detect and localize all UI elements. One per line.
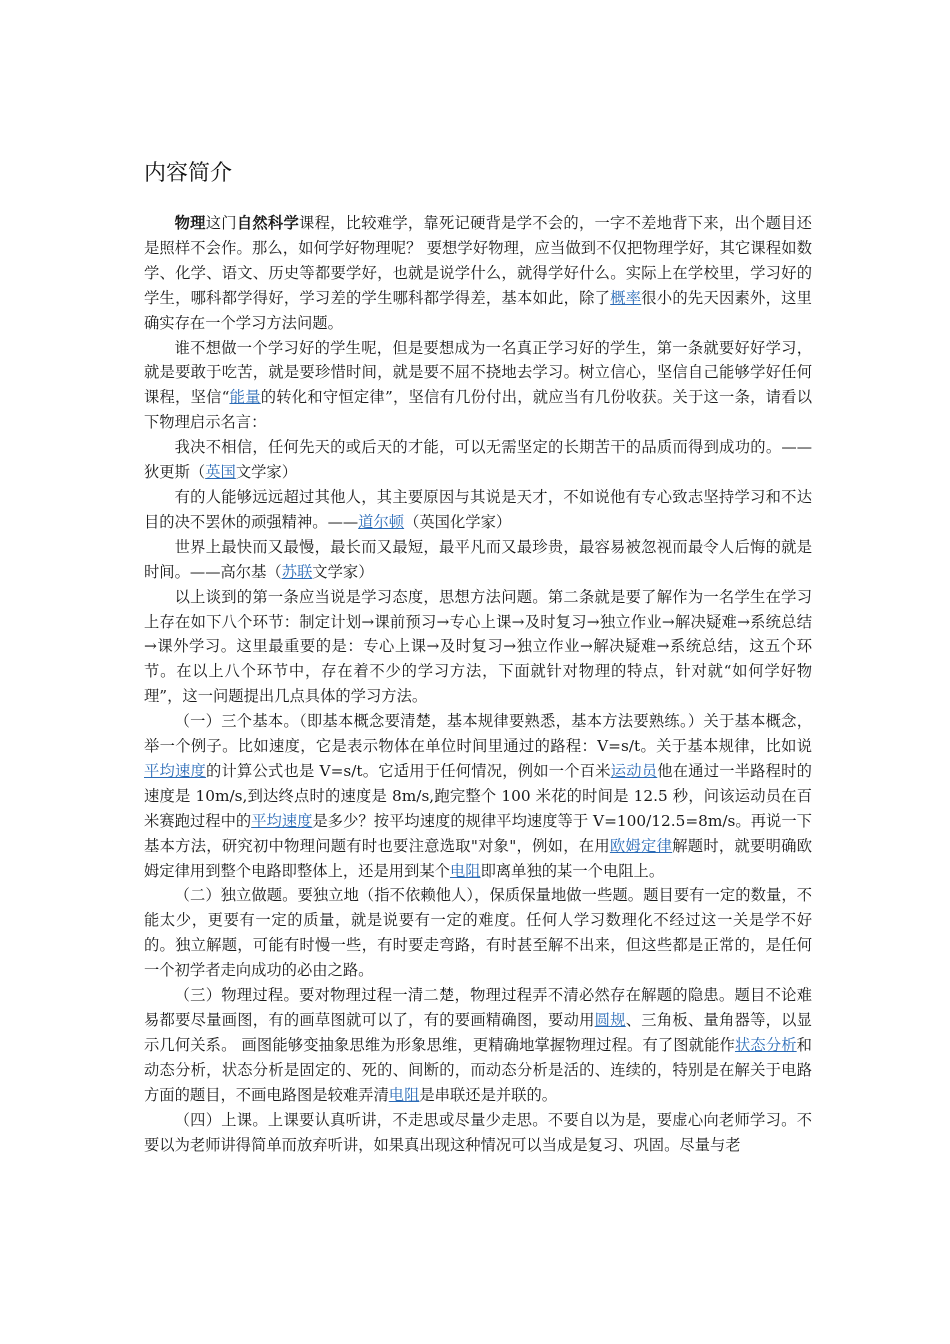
text-run: 我决不相信，任何先天的或后天的才能，可以无需坚定的长期苦干的品质而得到成功的。——狄更斯（ [144,438,812,482]
text-run: 文学家） [235,463,298,482]
link-compass[interactable]: 圆规 [594,1011,626,1029]
quote-dalton [144,485,812,535]
link-energy[interactable]: 能量 [229,388,261,407]
bold-term: 自然科学 [236,214,300,232]
text-run: 这门 [205,214,237,232]
text-run: 的转化和守恒定律”，坚信有几份付出，就应当有几份收获。关于这一条，请看以下物理启示名言： [144,388,812,432]
bold-term: 物理 [174,214,206,232]
text-run: 、三角板、量角器等，以显示几何关系。 画图能够变抽象思维为形象思维，更精确地掌握物理过程。有了图就能作 [144,1011,812,1054]
paragraph-physical-process [144,983,812,1108]
link-probability[interactable]: 概率 [610,288,642,307]
text-run: 谁不想做一个学习好的学生呢，但是要想成为一名真正学习好的学生，第一条就要好好学习，就是要敢于吃苦，就是要珍惜时间，就是要不屈不挠地去学习。树立信心，坚信自己能够学好任何课程，坚信“ [144,338,812,407]
link-resistor[interactable]: 电阻 [449,861,481,880]
text-run: 即离单独的某一个电阻上。 [480,861,665,880]
paragraph-eight-steps: 以上谈到的第一条应当说是学习态度，思想方法问题。第二条就是要了解作为一名学生在学习上存在如下八个环节：制定计划→课前预习→专心上课→及时复习→独立作业→解决疑难→系统总结→课外学习。这里最重要的是：专心上课→及时复习→独立作业→解决疑难→系统总结，这五个环节。在以上八个环节中，存在着不少的学习方法，下面就针对物理的特点，针对就“如何学好物理”，这一问题提出几点具体的学习方法。 [144,587,812,706]
link-average-speed[interactable]: 平均速度 [144,761,206,780]
text-run: （一）三个基本。（即基本概念要清楚，基本规律要熟悉，基本方法要熟练。）关于基本概念，举一个例子。比如速度，它是表示物体在单位时间里通过的路程：V=s/t。关于基本规律，比如说 [144,712,812,756]
text-run: 是多少？按平均速度的规律平均速度等于 V=100/12.5=8m/s。再说一下基本方法，研究初中物理问题有时也要注意选取"对象"，例如，在用 [144,811,812,855]
document-body [144,211,812,1157]
text-run: 和动态分析，状态分析是固定的、死的、间断的，而动态分析是活的、连续的，特别是在解关于电路方面的题目，不画电路图是较难弄清 [144,1035,812,1104]
link-resistor-2[interactable]: 电阻 [388,1085,420,1104]
link-england[interactable]: 英国 [205,463,236,482]
text-run: 很小的先天因素外，这里确实存在一个学习方法问题。 [144,288,812,332]
text-run: 解题时，就要明确欧姆定律用到整个电路即整体上，还是用到某个 [144,836,812,880]
page-title: 内容简介 [144,161,233,186]
link-soviet-union[interactable]: 苏联 [281,562,313,581]
link-dalton[interactable]: 道尔顿 [358,512,405,531]
paragraph-class: （四）上课。上课要认真听讲，不走思或尽量少走思。不要自以为是，要虚心向老师学习。不要以为老师讲得简单而放弃听讲，如果真出现这种情况可以当成是复习、巩固。尽量与老 [144,1110,812,1154]
paragraph-independent-work: （二）独立做题。要独立地（指不依赖他人），保质保量地做一些题。题目要有一定的数量，不能太少，更要有一定的质量，就是说要有一定的难度。任何人学习数理化不经过这一关是学不好的。独立解题，可能有时慢一些，有时要走弯路，有时甚至解不出来，但这些都是正常的，是任何一个初学者走向成功的必由之路。 [144,886,812,980]
link-state-analysis[interactable]: 状态分析 [734,1035,797,1054]
text-run: 世界上最快而又最慢，最长而又最短，最平凡而又最珍贵，最容易被忽视而最令人后悔的就是时间。——高尔基（ [144,537,812,581]
quote-gorky [144,535,812,585]
link-athlete[interactable]: 运动员 [610,761,658,780]
quote-dickens [144,435,812,485]
text-run: 的计算公式也是 V=s/t。它适用于任何情况，例如一个百米 [206,761,611,780]
text-run: （三）物理过程。要对物理过程一清二楚，物理过程弄不清必然存在解题的隐患。题目不论难易都要尽量画图，有的画草图就可以了，有的要画精确图，要动用 [144,986,812,1029]
paragraph-three-basics [144,709,812,883]
text-run: 课程，比较难学，靠死记硬背是学不会的，一字不差地背下来，出个题目还是照样不会作。那么，如何学好物理呢？ 要想学好物理，应当做到不仅把物理学好，其它课程如数学、化学、语文、历史等都要学好，也就是说学什么，就得学好什么。实际上在学校里，学习好的学生，哪科都学得好，学习差的学生哪科都学得差，基本如此，除了 [144,214,812,307]
text-run: 是串联还是并联的。 [419,1085,558,1104]
text-run: 有的人能够远远超过其他人，其主要原因与其说是天才，不如说他有专心致志坚持学习和不达目的决不罢休的顽强精神。—— [144,487,812,531]
text-run: （英国化学家） [404,512,512,531]
link-ohms-law[interactable]: 欧姆定律 [609,836,673,855]
paragraph-intro [144,211,812,336]
link-average-speed-2[interactable]: 平均速度 [251,811,313,830]
text-run: 他在通过一半路程时的速度是 10m/s,到达终点时的速度是 8m/s,跑完整个 100 米花的时间是 12.5 秒，问该运动员在百米赛跑过程中的 [144,761,812,830]
text-run: 文学家） [312,562,374,581]
paragraph-attitude [144,336,812,436]
